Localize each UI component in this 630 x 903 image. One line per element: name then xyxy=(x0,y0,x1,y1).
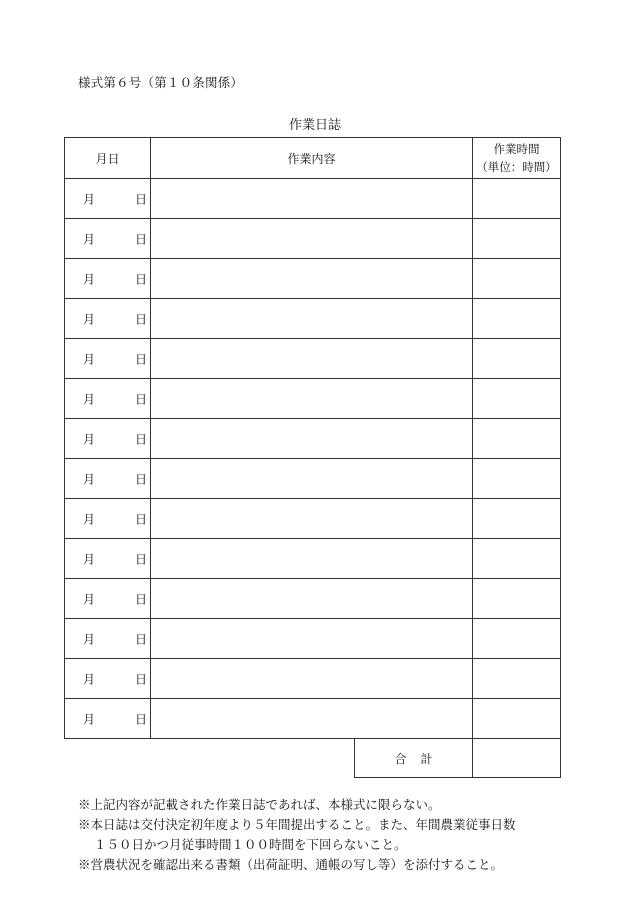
date-cell[interactable] xyxy=(65,499,151,539)
table-row xyxy=(65,579,561,619)
month-label: 月 xyxy=(83,632,96,646)
work-content-cell[interactable] xyxy=(151,379,473,419)
work-hours-cell[interactable] xyxy=(473,339,561,379)
month-label: 月 xyxy=(83,272,96,286)
total-label: 合計 xyxy=(355,739,473,778)
total-hours-cell[interactable] xyxy=(473,739,561,778)
work-content-cell[interactable] xyxy=(151,699,473,739)
day-label: 日 xyxy=(135,312,148,326)
month-label: 月 xyxy=(83,392,96,406)
work-hours-cell[interactable] xyxy=(473,699,561,739)
day-label: 日 xyxy=(135,432,148,446)
notes xyxy=(78,795,598,875)
work-content-cell[interactable] xyxy=(151,299,473,339)
header-work-hours-unit: （単位：時間） xyxy=(476,160,557,174)
date-cell[interactable] xyxy=(65,339,151,379)
work-hours-cell[interactable] xyxy=(473,499,561,539)
table-row xyxy=(65,539,561,579)
month-label: 月 xyxy=(83,472,96,486)
table-body xyxy=(65,179,561,739)
note-1: ※上記内容が記載された作業日誌であれば、本様式に限らない。 xyxy=(78,797,441,812)
work-content-cell[interactable] xyxy=(151,579,473,619)
work-content-cell[interactable] xyxy=(151,419,473,459)
total-row xyxy=(65,739,561,778)
work-content-cell[interactable] xyxy=(151,619,473,659)
day-label: 日 xyxy=(135,232,148,246)
table-row xyxy=(65,219,561,259)
work-hours-cell[interactable] xyxy=(473,539,561,579)
header-work-hours xyxy=(473,138,561,179)
date-cell[interactable] xyxy=(65,219,151,259)
work-hours-cell[interactable] xyxy=(473,299,561,339)
table-row xyxy=(65,499,561,539)
work-hours-cell[interactable] xyxy=(473,419,561,459)
work-content-cell[interactable] xyxy=(151,539,473,579)
month-label: 月 xyxy=(83,312,96,326)
day-label: 日 xyxy=(135,592,148,606)
form-number: 様式第６号（第１０条関係） xyxy=(78,75,244,90)
date-cell[interactable] xyxy=(65,259,151,299)
work-content-cell[interactable] xyxy=(151,339,473,379)
month-label: 月 xyxy=(83,672,96,686)
table-row xyxy=(65,379,561,419)
date-cell[interactable] xyxy=(65,179,151,219)
work-hours-cell[interactable] xyxy=(473,619,561,659)
month-label: 月 xyxy=(83,552,96,566)
total-row-blank xyxy=(65,739,355,778)
day-label: 日 xyxy=(135,712,148,726)
table-row xyxy=(65,659,561,699)
date-cell[interactable] xyxy=(65,379,151,419)
date-cell[interactable] xyxy=(65,699,151,739)
day-label: 日 xyxy=(135,632,148,646)
date-cell[interactable] xyxy=(65,419,151,459)
work-log-table xyxy=(64,137,561,778)
table-row xyxy=(65,259,561,299)
day-label: 日 xyxy=(135,672,148,686)
work-content-cell[interactable] xyxy=(151,659,473,699)
header-date: 月日 xyxy=(65,138,151,179)
day-label: 日 xyxy=(135,392,148,406)
date-cell[interactable] xyxy=(65,619,151,659)
day-label: 日 xyxy=(135,352,148,366)
date-cell[interactable] xyxy=(65,539,151,579)
table-row xyxy=(65,699,561,739)
day-label: 日 xyxy=(135,192,148,206)
work-hours-cell[interactable] xyxy=(473,219,561,259)
month-label: 月 xyxy=(83,512,96,526)
date-cell[interactable] xyxy=(65,579,151,619)
day-label: 日 xyxy=(135,472,148,486)
page-title: 作業日誌 xyxy=(288,118,341,133)
header-work-content: 作業内容 xyxy=(151,138,473,179)
month-label: 月 xyxy=(83,192,96,206)
work-hours-cell[interactable] xyxy=(473,579,561,619)
table-row xyxy=(65,619,561,659)
table-row xyxy=(65,299,561,339)
table-row xyxy=(65,419,561,459)
work-content-cell[interactable] xyxy=(151,179,473,219)
date-cell[interactable] xyxy=(65,659,151,699)
day-label: 日 xyxy=(135,272,148,286)
header-work-hours-label: 作業時間 xyxy=(493,142,540,156)
month-label: 月 xyxy=(83,352,96,366)
table-row xyxy=(65,459,561,499)
day-label: 日 xyxy=(135,552,148,566)
table-row xyxy=(65,179,561,219)
note-2-continued: １５０日かつ月従事時間１００時間を下回らないこと。 xyxy=(94,837,407,852)
work-content-cell[interactable] xyxy=(151,459,473,499)
work-content-cell[interactable] xyxy=(151,219,473,259)
work-hours-cell[interactable] xyxy=(473,459,561,499)
table-row xyxy=(65,339,561,379)
date-cell[interactable] xyxy=(65,299,151,339)
note-3: ※営農状況を確認出来る書類（出荷証明、通帳の写し等）を添付すること。 xyxy=(78,857,504,872)
note-2: ※本日誌は交付決定初年度より５年間提出すること。また、年間農業従事日数 xyxy=(78,817,516,832)
work-content-cell[interactable] xyxy=(151,499,473,539)
date-cell[interactable] xyxy=(65,459,151,499)
month-label: 月 xyxy=(83,432,96,446)
day-label: 日 xyxy=(135,512,148,526)
work-hours-cell[interactable] xyxy=(473,259,561,299)
work-content-cell[interactable] xyxy=(151,259,473,299)
month-label: 月 xyxy=(83,592,96,606)
month-label: 月 xyxy=(83,712,96,726)
table-header-row xyxy=(65,138,561,179)
work-hours-cell[interactable] xyxy=(473,379,561,419)
month-label: 月 xyxy=(83,232,96,246)
work-hours-cell[interactable] xyxy=(473,179,561,219)
work-hours-cell[interactable] xyxy=(473,659,561,699)
